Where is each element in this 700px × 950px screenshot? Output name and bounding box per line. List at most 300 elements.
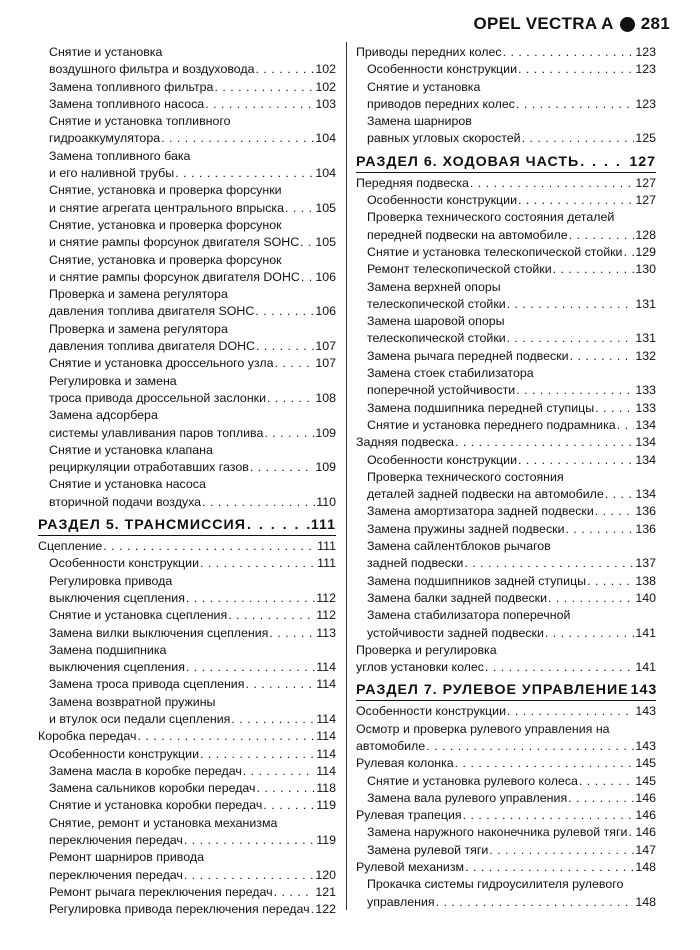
entry-title: давления топлива двигателя SOHC (49, 304, 255, 319)
entry-title: Проверка и регулировка (356, 642, 497, 657)
toc-entry (356, 859, 656, 876)
toc-entry (356, 721, 656, 756)
entry-title: Рулевая трапеция (356, 808, 462, 823)
leader-dots (256, 61, 315, 78)
toc-entry (38, 44, 336, 79)
leader-dots (569, 227, 635, 244)
leader-dots (518, 61, 634, 78)
entry-title: управления (367, 894, 435, 909)
toc-entry (356, 365, 656, 400)
entry-title: Снятие и установка дроссельного узла (49, 356, 274, 371)
toc-entry (356, 755, 656, 772)
entry-title: Замена топливного фильтра (49, 79, 214, 94)
leader-dots (566, 521, 635, 538)
entry-page-number: 106 (315, 269, 336, 284)
toc-entry (356, 79, 656, 114)
entry-page-number: 108 (315, 390, 336, 405)
entry-page-number: 131 (635, 331, 656, 346)
entry-title: Ремонт рычага переключения передач (49, 884, 273, 899)
leader-dots (516, 382, 634, 399)
entry-title: Снятие, ремонт и установка механизма (49, 815, 278, 830)
section-heading (356, 153, 656, 173)
entry-title: Замена вала рулевого управления (367, 790, 568, 805)
toc-entry (38, 901, 336, 918)
leader-dots (137, 728, 315, 745)
leader-dots (257, 780, 316, 797)
entry-page-number: 133 (635, 400, 656, 415)
entry-title: телескопической стойки (367, 331, 506, 346)
toc-entry (356, 113, 656, 148)
entry-page-number: 129 (635, 244, 656, 259)
entry-page-number: 143 (630, 682, 658, 699)
leader-dots (545, 625, 634, 642)
entry-page-number: 143 (635, 704, 656, 719)
entry-title: телескопической стойки (367, 296, 506, 311)
leader-dots (518, 452, 634, 469)
entry-page-number: 112 (316, 608, 336, 623)
entry-title: переключения передач (49, 833, 183, 848)
entry-title: Замена наружного наконечника рулевой тяги (367, 825, 628, 840)
entry-title: Замена пружины задней подвески (367, 521, 565, 536)
leader-dots (485, 659, 634, 676)
toc-entry (356, 279, 656, 314)
entry-title: Задняя подвеска (356, 435, 454, 450)
entry-page-number: 146 (635, 790, 656, 805)
leader-dots (200, 746, 315, 763)
leader-dots (507, 296, 635, 313)
toc-entry (356, 790, 656, 807)
entry-title: рециркуляции отработавших газов (49, 460, 249, 475)
toc-entry (38, 113, 336, 148)
entry-title: Проверка технического состояния деталей (367, 210, 615, 225)
entry-page-number: 148 (635, 894, 656, 909)
entry-title: Коробка передач (38, 729, 137, 744)
leader-dots (200, 555, 316, 572)
toc-entry (356, 503, 656, 520)
entry-title: Замена шарниров (367, 114, 472, 129)
leader-dots (301, 269, 314, 286)
toc-entry (356, 807, 656, 824)
entry-title: Замена стоек стабилизатора (367, 366, 534, 381)
leader-dots (264, 425, 314, 442)
entry-title: Передняя подвеска (356, 175, 469, 190)
toc-entry (38, 573, 336, 608)
leader-dots (247, 516, 310, 535)
toc-entry (38, 815, 336, 850)
leader-dots (255, 303, 314, 320)
entry-title: передней подвески на автомобиле (367, 227, 568, 242)
entry-page-number: 136 (635, 521, 656, 536)
leader-dots (285, 200, 314, 217)
entry-page-number: 107 (315, 356, 336, 371)
entry-page-number: 134 (635, 487, 656, 502)
entry-title: Особенности конструкции (49, 746, 199, 761)
entry-title: троса привода дроссельной заслонки (49, 390, 267, 405)
entry-page-number: 131 (635, 296, 656, 311)
entry-page-number: 114 (316, 711, 336, 726)
entry-title: Снятие и установка насоса (49, 477, 206, 492)
leader-dots (263, 797, 315, 814)
leader-dots (587, 573, 634, 590)
toc-entry (38, 96, 336, 113)
entry-title: Замена рулевой тяги (367, 842, 489, 857)
entry-page-number: 111 (317, 539, 336, 554)
entry-page-number: 123 (635, 62, 656, 77)
entry-title: и втулок оси педали сцепления (49, 711, 231, 726)
toc-entry (356, 400, 656, 417)
entry-page-number: 102 (315, 62, 336, 77)
entry-title: автомобиле (356, 738, 426, 753)
header-title: OPEL VECTRA A (473, 14, 614, 33)
leader-dots (184, 832, 315, 849)
entry-page-number: 141 (635, 625, 656, 640)
toc-entry (38, 763, 336, 780)
entry-title: Особенности конструкции (367, 193, 517, 208)
toc-entry (356, 244, 656, 261)
entry-page-number: 110 (316, 494, 336, 509)
entry-page-number: 138 (635, 573, 656, 588)
entry-title: Прокачка системы гидроусилителя рулевого (367, 877, 624, 892)
toc-entry (356, 573, 656, 590)
entry-title: выключения сцепления (49, 590, 185, 605)
entry-page-number: 103 (315, 96, 336, 111)
toc-entry (356, 192, 656, 209)
entry-page-number: 109 (315, 460, 336, 475)
toc-entry (356, 876, 656, 911)
entry-title: Замена шаровой опоры (367, 314, 505, 329)
leader-dots (161, 130, 314, 147)
toc-entry (356, 590, 656, 607)
entry-page-number: 125 (635, 131, 656, 146)
toc-entry (38, 555, 336, 572)
entry-page-number: 128 (635, 227, 656, 242)
entry-page-number: 140 (635, 590, 656, 605)
section-heading (356, 681, 656, 701)
entry-page-number: 134 (635, 417, 656, 432)
entry-page-number: 127 (635, 175, 656, 190)
toc-entry (38, 217, 336, 252)
toc-entry (356, 313, 656, 348)
page-number: 281 (640, 14, 670, 33)
entry-title: и его наливной трубы (49, 166, 175, 181)
entry-page-number: 134 (635, 435, 656, 450)
entry-page-number: 146 (635, 808, 656, 823)
leader-dots (489, 842, 634, 859)
entry-page-number: 123 (635, 45, 656, 59)
entry-title: Замена сайлентблоков рычагов (367, 539, 551, 554)
leader-dots (243, 763, 315, 780)
leader-dots (470, 175, 634, 192)
leader-dots (464, 555, 634, 572)
leader-dots (580, 153, 628, 172)
entry-title: Замена вилки выключения сцепления (49, 625, 269, 640)
entry-title: Замена амортизатора задней подвески (367, 504, 594, 519)
toc-entry (356, 348, 656, 365)
entry-page-number: 104 (315, 166, 336, 181)
entry-page-number: 145 (635, 756, 656, 771)
bullet-icon (620, 17, 635, 32)
entry-title: Замена троса привода сцепления (49, 677, 245, 692)
toc-entry (38, 797, 336, 814)
leader-dots (507, 703, 634, 720)
toc-entry (356, 61, 656, 78)
entry-title: выключения сцепления (49, 660, 185, 675)
entry-title: Снятие и установка рулевого колеса (367, 773, 578, 788)
entry-title: Проверка и замена регулятора (49, 321, 228, 336)
entry-page-number: 147 (635, 842, 656, 857)
entry-title: Ремонт телескопической стойки (367, 262, 552, 277)
entry-title: равных угловых скоростей (367, 131, 521, 146)
entry-title: Особенности конструкции (356, 704, 506, 719)
leader-dots (269, 625, 315, 642)
entry-page-number: 105 (315, 235, 336, 250)
leader-dots (455, 434, 634, 451)
entry-page-number: 120 (315, 867, 336, 882)
entry-title: Замена стабилизатора поперечной (367, 608, 571, 623)
toc-entry (356, 703, 656, 720)
leader-dots (595, 503, 635, 520)
leader-dots (568, 790, 634, 807)
entry-page-number: 123 (635, 96, 656, 111)
entry-title: Регулировка привода переключения передач (49, 902, 310, 917)
toc-entry (356, 417, 656, 434)
entry-title: задней подвески (367, 556, 464, 571)
entry-page-number: 111 (310, 517, 336, 534)
entry-page-number: 114 (316, 677, 336, 692)
entry-title: Замена балки задней подвески (367, 590, 548, 605)
entry-page-number: 113 (316, 625, 336, 640)
section-heading (38, 516, 336, 536)
leader-dots (507, 330, 635, 347)
leader-dots (426, 738, 634, 755)
toc-entry (38, 625, 336, 642)
leader-dots (311, 901, 315, 918)
entry-page-number: 136 (635, 504, 656, 519)
entry-page-number: 105 (315, 200, 336, 215)
entry-page-number: 121 (315, 884, 336, 899)
entry-page-number: 141 (635, 660, 656, 675)
leader-dots (605, 486, 635, 503)
leader-dots (465, 859, 634, 876)
entry-page-number: 127 (629, 153, 656, 170)
entry-page-number: 102 (315, 79, 336, 94)
leader-dots (175, 165, 314, 182)
entry-title: переключения передач (49, 867, 183, 882)
entry-page-number: 145 (635, 773, 656, 788)
entry-page-number: 104 (315, 131, 336, 146)
leader-dots (553, 261, 635, 278)
entry-title: поперечной устойчивости (367, 383, 516, 398)
leader-dots (103, 538, 316, 555)
leader-dots (518, 192, 634, 209)
entry-page-number: 106 (315, 304, 336, 319)
toc-entry (38, 79, 336, 96)
entry-page-number: 119 (316, 833, 336, 848)
leader-dots (579, 773, 634, 790)
leader-dots (463, 807, 635, 824)
entry-page-number: 137 (635, 556, 656, 571)
entry-page-number: 114 (316, 763, 336, 778)
entry-title: Особенности конструкции (367, 452, 517, 467)
entry-title: Рулевой механизм (356, 860, 465, 875)
leader-dots (202, 494, 315, 511)
toc-entry (38, 728, 336, 745)
leader-dots (570, 348, 635, 365)
entry-title: Замена подшипников задней ступицы (367, 573, 587, 588)
leader-dots (184, 867, 314, 884)
entry-page-number: 127 (635, 193, 656, 208)
leader-dots (228, 607, 315, 624)
leader-dots (623, 244, 634, 261)
entry-title: и снятие рампы форсунок двигателя DOHC (49, 269, 300, 284)
entry-title: Осмотр и проверка рулевого управления на (356, 721, 610, 736)
toc-entry (38, 355, 336, 372)
leader-dots (267, 390, 314, 407)
leader-dots (300, 234, 314, 251)
entry-page-number: 114 (316, 729, 336, 744)
toc-entry (356, 452, 656, 469)
toc-entry (356, 842, 656, 859)
entry-page-number: 122 (315, 902, 336, 917)
leader-dots (256, 338, 314, 355)
entry-title: устойчивости задней подвески (367, 625, 544, 640)
toc-entry (38, 694, 336, 729)
toc-entry (38, 642, 336, 677)
entry-page-number: 133 (635, 383, 656, 398)
toc-entry (356, 521, 656, 538)
leader-dots (245, 676, 315, 693)
entry-title: Снятие и установка переднего подрамника (367, 417, 616, 432)
entry-title: Замена возвратной пружины (49, 694, 216, 709)
toc-entry (356, 261, 656, 278)
entry-title: Сцепление (38, 539, 103, 554)
entry-title: Проверка технического состояния (367, 469, 564, 484)
entry-title: Проверка и замена регулятора (49, 287, 228, 302)
entry-title: и снятие рампы форсунок двигателя SOHC (49, 235, 300, 250)
entry-title: Снятие и установка топливного (49, 114, 231, 129)
entry-page-number: 114 (316, 746, 336, 761)
entry-page-number: 119 (316, 798, 336, 813)
entry-title: углов установки колес (356, 660, 485, 675)
toc-entry (356, 44, 656, 61)
entry-title: Замена масла в коробке передач (49, 763, 242, 778)
entry-title: вторичной подачи воздуха (49, 494, 202, 509)
leader-dots (250, 459, 315, 476)
toc-entry (38, 676, 336, 693)
toc-entry (356, 434, 656, 451)
entry-title: Снятие, установка и проверка форсунок (49, 252, 282, 267)
toc-right-column (356, 44, 656, 911)
entry-title: Снятие и установка телескопической стойки (367, 244, 623, 259)
leader-dots (628, 824, 634, 841)
leader-dots (274, 884, 315, 901)
toc-entry (356, 538, 656, 573)
toc-entry (356, 607, 656, 642)
entry-title: Замена сальников коробки передач (49, 781, 256, 796)
entry-title: Снятие и установка (367, 79, 481, 94)
toc-entry (38, 476, 336, 511)
leader-dots (516, 96, 634, 113)
entry-title: Снятие и установка коробки передач (49, 798, 263, 813)
entry-title: Снятие, установка и проверка форсунок (49, 217, 282, 232)
section-title: РАЗДЕЛ 7. РУЛЕВОЕ УПРАВЛЕНИЕ (356, 682, 629, 699)
toc-entry (38, 442, 336, 477)
leader-dots (522, 130, 635, 147)
leader-dots (617, 417, 635, 434)
toc-entry (38, 407, 336, 442)
toc-entry (38, 780, 336, 797)
entry-title: Снятие и установка клапана (49, 442, 213, 457)
entry-page-number: 143 (635, 738, 656, 753)
toc-entry (38, 373, 336, 408)
toc-entry (356, 824, 656, 841)
entry-page-number: 112 (316, 590, 336, 605)
section-title: РАЗДЕЛ 6. ХОДОВАЯ ЧАСТЬ (356, 153, 580, 170)
toc-entry (38, 607, 336, 624)
entry-page-number: 111 (317, 556, 336, 571)
entry-title: Регулировка и замена (49, 373, 177, 388)
entry-page-number: 134 (635, 452, 656, 467)
entry-title: Особенности конструкции (49, 556, 199, 571)
leader-dots (503, 44, 635, 61)
entry-title: Снятие и установка сцепления (49, 608, 228, 623)
leader-dots (595, 400, 634, 417)
entry-title: системы улавливания паров топлива (49, 425, 264, 440)
entry-page-number: 114 (316, 660, 336, 675)
toc-entry (356, 175, 656, 192)
entry-title: Снятие, установка и проверка форсунки (49, 183, 282, 198)
entry-title: Особенности конструкции (367, 62, 517, 77)
leader-dots (436, 894, 635, 911)
entry-title: гидроаккумулятора (49, 131, 161, 146)
leader-dots (231, 711, 315, 728)
entry-page-number: 148 (635, 860, 656, 875)
leader-dots (275, 355, 315, 372)
entry-page-number: 130 (635, 262, 656, 277)
leader-dots (186, 659, 315, 676)
entry-title: Замена верхней опоры (367, 279, 501, 294)
entry-page-number: 118 (316, 781, 336, 796)
entry-page-number: 146 (635, 825, 656, 840)
entry-title: Замена рычага передней подвески (367, 348, 569, 363)
entry-title: Регулировка привода (49, 573, 173, 588)
toc-entry (38, 884, 336, 901)
leader-dots (455, 755, 635, 772)
entry-title: деталей задней подвески на автомобиле (367, 487, 604, 502)
entry-title: Замена подшипника (49, 642, 167, 657)
entry-title: и снятие агрегата центрального впрыска (49, 200, 284, 215)
entry-title: Приводы передних колес (356, 45, 502, 59)
toc-entry (356, 469, 656, 504)
entry-title: Снятие и установка (49, 45, 163, 59)
entry-title: приводов передних колес (367, 96, 515, 111)
entry-page-number: 107 (315, 339, 336, 354)
toc-entry (38, 182, 336, 217)
toc-entry (356, 773, 656, 790)
leader-dots (205, 96, 314, 113)
entry-title: Ремонт шарниров привода (49, 850, 204, 865)
entry-title: Замена топливного бака (49, 148, 191, 163)
section-title: РАЗДЕЛ 5. ТРАНСМИССИЯ (38, 517, 246, 534)
toc-entry (38, 849, 336, 884)
running-header (474, 14, 671, 34)
entry-title: давления топлива двигателя DOHC (49, 339, 255, 354)
toc-entry (38, 538, 336, 555)
leader-dots (186, 590, 315, 607)
toc-entry (38, 321, 336, 356)
toc-entry (38, 148, 336, 183)
toc-entry (356, 209, 656, 244)
